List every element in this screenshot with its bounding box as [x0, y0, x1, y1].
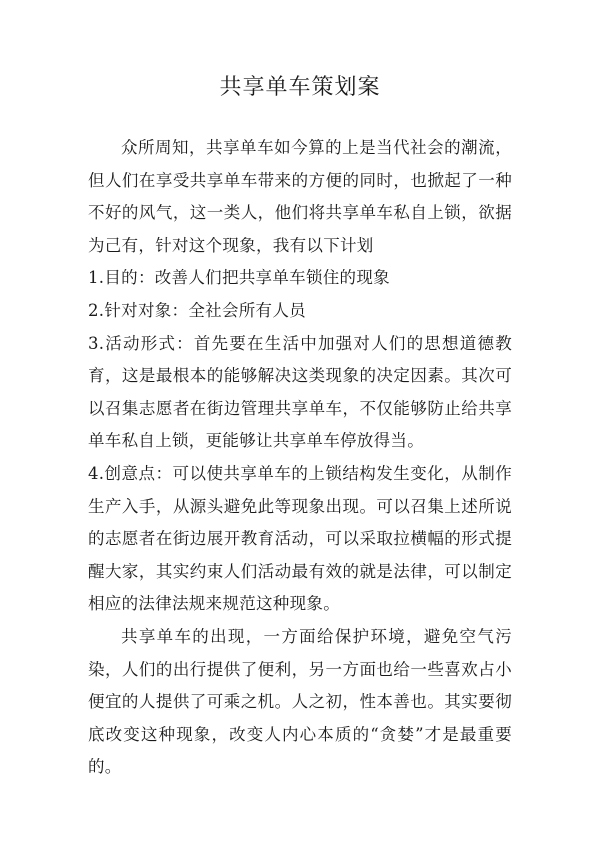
list-item-activity-form: 3.活动形式：首先要在生活中加强对人们的思想道德教育，这是最根本的能够解决这类现象的决定因素。其次可以召集志愿者在街边管理共享单车，不仅能够防止给共享单车私自上锁，更能够让共享单车停放得当。 — [88, 333, 512, 451]
list-item-audience: 2.针对对象：全社会所有人员 — [88, 300, 306, 320]
list-item-creative-point: 4.创意点：可以使共享单车的上锁结构发生变化，从制作生产入手，从源头避免此等现象出现。可以召集上述所说的志愿者在街边展开教育活动，可以采取拉横幅的形式提醒大家，其实约束人们活动最有效的就是法律，可以制定相应的法律法规来规范这种现象。 — [88, 463, 512, 614]
intro-paragraph: 众所周知，共享单车如今算的上是当代社会的潮流，但人们在享受共享单车带来的方便的同时，也掀起了一种不好的风气，这一类人，他们将共享单车私自上锁，欲据为己有，针对这个现象，我有以下计划 — [88, 138, 512, 255]
conclusion-paragraph: 共享单车的出现，一方面给保护环境，避免空气污染，人们的出行提供了便利，另一方面也给一些喜欢占小便宜的人提供了可乘之机。人之初，性本善也。其实要彻底改变这种现象，改变人内心本质的“贪婪”才是最重要的。 — [88, 626, 512, 777]
document-title: 共享单车策划案 — [219, 75, 381, 100]
list-item-purpose: 1.目的：改善人们把共享单车锁住的现象 — [88, 268, 390, 288]
